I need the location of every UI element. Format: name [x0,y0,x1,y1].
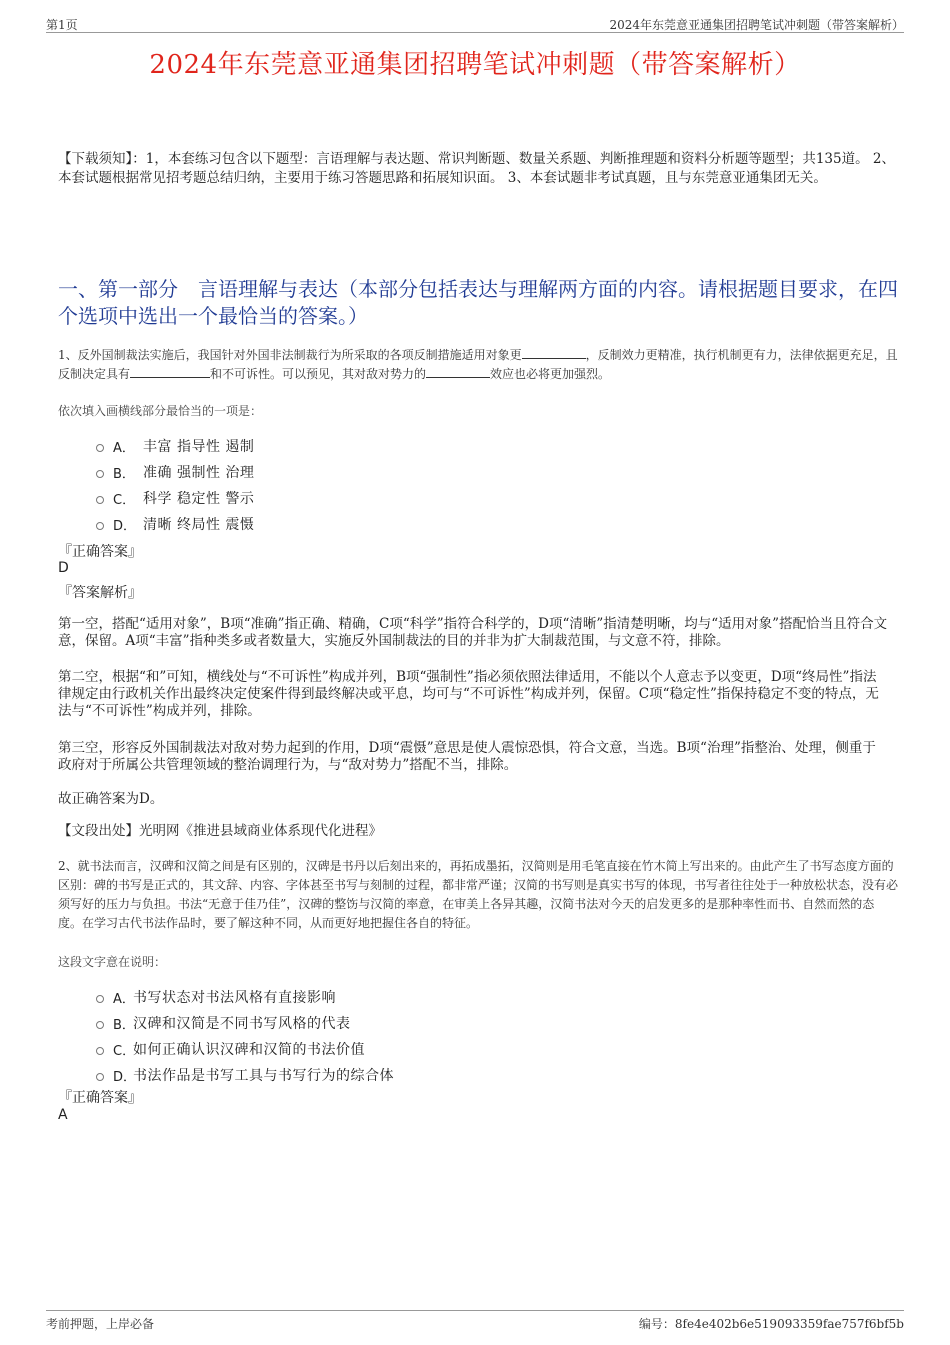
option-d[interactable]: D． 清晰 终局性 震慑 [96,511,254,537]
radio-icon[interactable] [96,1047,104,1055]
source-citation: 【文段出处】光明网《推进县域商业体系现代化进程》 [58,823,382,839]
question-2-stem: 2、就书法而言，汉碑和汉简之间是有区别的，汉碑是书丹以后刻出来的，再拓成墨拓，汉简则是用毛笔直接在竹木简上写出来的。由此产生了书写态度方面的区别：碑的书写是正式的，其文辞、内容、字体甚至书写与刻制的过程，都非常严谨；汉简的书写则是真实书写的体现，书写者往往处于一种放松状态，没有必须写好的压力与负担。书法“无意于佳乃佳”，汉碑的整饬与汉简的率意，在审美上各异其趣，汉简书法对今天的启发更多的是那种率性而书、自然而然的态度。在学习古代书法作品时，要了解这种不同，从而更好地把握住各自的特征。 [58,859,899,930]
fill-blank-2 [130,365,210,378]
radio-icon[interactable] [96,470,104,478]
correct-answer: A [58,1107,68,1123]
option-b[interactable]: B． 准确 强制性 治理 [96,459,254,485]
option-b[interactable]: B． 汉碑和汉简是不同书写风格的代表 [96,1010,394,1036]
radio-icon[interactable] [96,522,104,530]
answer-label: 『正确答案』 [58,1090,142,1106]
page-footer [46,1310,904,1331]
radio-icon[interactable] [96,444,104,452]
footer-slogan: 考前押题，上岸必备 [46,1317,155,1331]
header-doc-title: 2024年东莞意亚通集团招聘笔试冲刺题（带答案解析） [609,18,904,32]
question-1-stem: 1、反外国制裁法实施后，我国针对外国非法制裁行为所采取的各项反制措施适用对象更 ，反制效力更精准，执行机制更有力，法律依据更充足，且反制决定具有 和不可诉性。可以预见，其对敌对势力的 效应也必将更加强烈。 [58,348,898,381]
radio-icon[interactable] [96,1021,104,1029]
document-title: 2024年东莞意亚通集团招聘笔试冲刺题（带答案解析） [149,50,801,80]
question-2-prompt: 这段文字意在说明： [58,955,167,969]
download-notice: 【下载须知】：1，本套练习包含以下题型：言语理解与表达题、常识判断题、数量关系题、判断推理题和资料分析题等题型；共135道。 2、本套试题根据常见招考题总结归纳，主要用于练习答题思路和拓展知识面。 3、本套试题非考试真题，且与东莞意亚通集团无关。 [58,151,895,186]
option-a[interactable]: A． 丰富 指导性 遏制 [96,433,254,459]
answer-label: 『正确答案』 [58,544,142,560]
document-id: 编号：8fe4e402b6e519093359fae757f6bf5b [638,1317,904,1331]
option-c[interactable]: C． 科学 稳定性 警示 [96,485,254,511]
radio-icon[interactable] [96,1073,104,1081]
analysis-label: 『答案解析』 [58,585,142,601]
section-heading: 一、第一部分 言语理解与表达（本部分包括表达与理解两方面的内容。请根据题目要求，在四个选项中选出一个最恰当的答案。） [58,277,898,328]
option-a[interactable]: A． 书写状态对书法风格有直接影响 [96,984,394,1010]
analysis-paragraph: 第三空，形容反外国制裁法对敌对势力起到的作用，D项“震慑”意思是使人震惊恐惧，符合文意，当选。B项“治理”指整治、处理，侧重于政府对于所属公共管理领域的整治调理行为，与“敌对势力”搭配不当，排除。 [58,740,876,773]
fill-blank-1 [522,346,586,359]
question-2-options [96,984,394,1088]
question-1-prompt: 依次填入画横线部分最恰当的一项是： [58,404,263,418]
option-d[interactable]: D． 书法作品是书写工具与书写行为的综合体 [96,1062,394,1088]
option-c[interactable]: C． 如何正确认识汉碑和汉简的书法价值 [96,1036,394,1062]
question-1-options [96,433,254,537]
radio-icon[interactable] [96,995,104,1003]
analysis-paragraph: 第一空，搭配“适用对象”，B项“准确”指正确、精确，C项“科学”指符合科学的，D项“清晰”指清楚明晰，均与“适用对象”搭配恰当且符合文意，保留。A项“丰富”指种类多或者数量大，实施反外国制裁法的目的并非为扩大制裁范围，与文意不符，排除。 [58,616,888,649]
page-number: 第1页 [46,18,78,32]
analysis-conclusion: 故正确答案为D。 [58,791,164,807]
radio-icon[interactable] [96,496,104,504]
correct-answer: D [58,560,69,576]
analysis-paragraph: 第二空，根据“和”可知，横线处与“不可诉性”构成并列，B项“强制性”指必须依照法律适用，不能以个人意志予以变更，D项“终局性”指法律规定由行政机关作出最终决定使案件得到最终解决或平息，均可与“不可诉性”构成并列，保留。C项“稳定性”指保持稳定不变的特点，无法与“不可诉性”构成并列，排除。 [58,669,879,719]
fill-blank-3 [426,365,490,378]
page-header [46,14,904,33]
